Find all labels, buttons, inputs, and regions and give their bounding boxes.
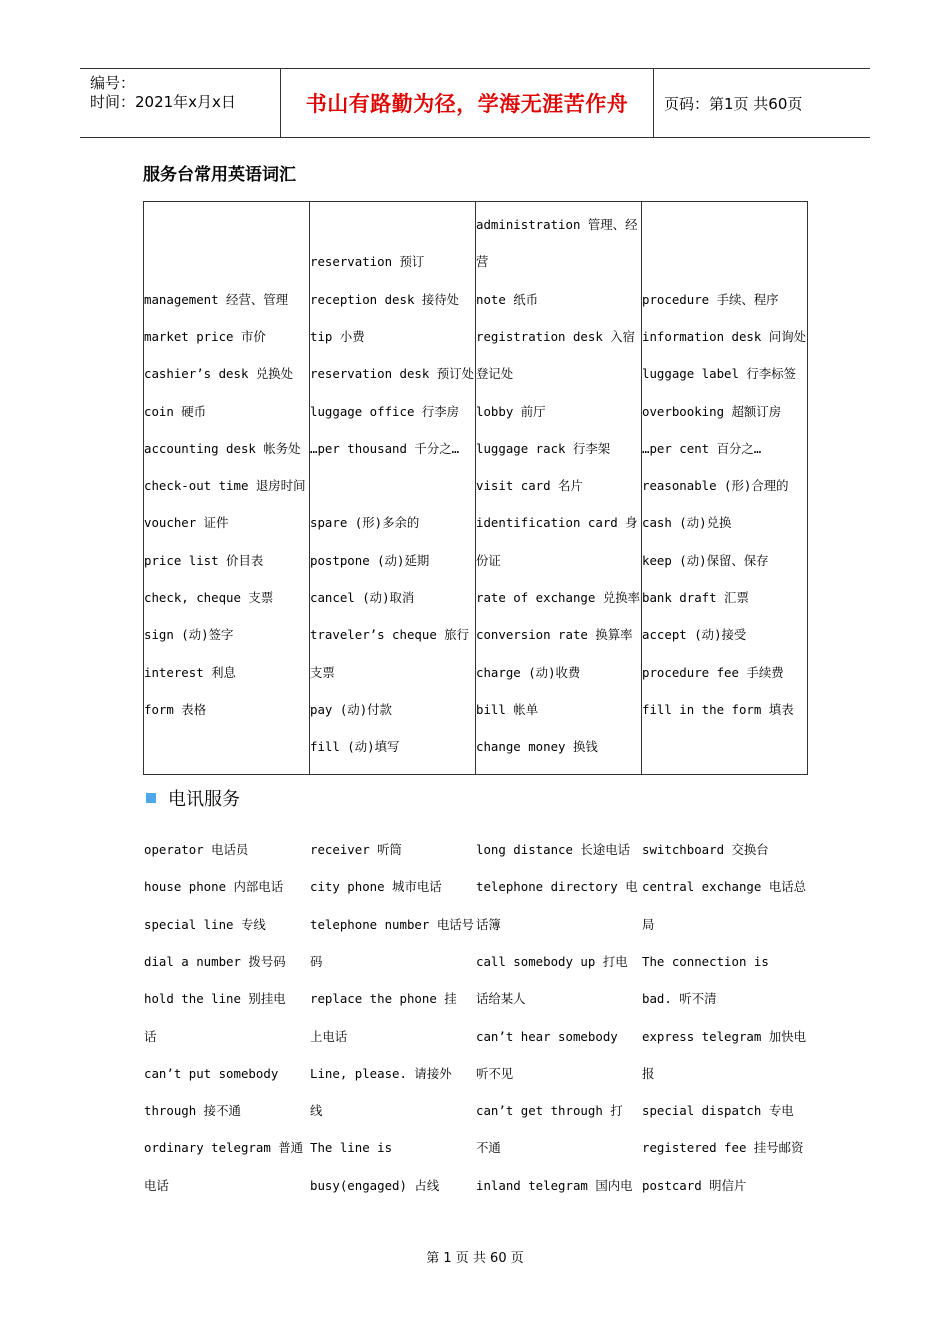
page-header <box>80 68 870 138</box>
vocab-entry: note 纸币 <box>476 291 539 307</box>
vocab-entry: market price 市价 <box>144 328 266 344</box>
telecom-entry: registered fee 挂号邮资 <box>642 1140 804 1156</box>
vocab-entry: 登记处 <box>476 366 514 382</box>
vocab-entry: change money 换钱 <box>476 739 598 755</box>
date-label: 时间：2021年x月x日 <box>90 93 236 111</box>
vocab-entry: bank draft 汇票 <box>642 590 749 605</box>
vocab-entry: voucher 证件 <box>144 515 229 531</box>
vocab-entry: 营 <box>476 254 489 270</box>
telecom-entry: inland telegram 国内电 <box>476 1177 633 1193</box>
vocab-entry: information desk 问询处 <box>642 328 806 344</box>
vocab-entry: price list 价目表 <box>144 552 264 568</box>
telecom-entry: 报 <box>642 1065 655 1081</box>
vocab-entry: luggage rack 行李架 <box>476 440 611 456</box>
vocab-entry: check, cheque 支票 <box>144 590 274 605</box>
telecom-entry: house phone 内部电话 <box>144 879 284 895</box>
vocab-entry: keep (动)保留、保存 <box>642 552 769 568</box>
telecom-entry: can’t hear somebody <box>476 1028 618 1044</box>
section-title: 电讯服务 <box>168 789 240 810</box>
telecom-entry: 电话 <box>144 1177 169 1193</box>
vocab-entry: rate of exchange 兑换率 <box>476 590 640 605</box>
page-info: 页码：第1页 共60页 <box>664 94 803 113</box>
telecom-entry: The connection is <box>642 953 769 969</box>
telecom-entry: express telegram 加快电 <box>642 1028 806 1044</box>
vocab-entry: accept (动)接受 <box>642 627 747 643</box>
vocab-entry: procedure fee 手续费 <box>642 664 784 680</box>
page-footer: 第 1 页 共 60 页 <box>426 1251 524 1266</box>
vocab-entry: overbooking 超额订房 <box>642 403 782 419</box>
document-title: 服务台常用英语词汇 <box>143 165 296 185</box>
telecom-entry: bad. 听不清 <box>642 991 717 1007</box>
vocab-entry: reservation 预订 <box>310 254 425 270</box>
telecom-entry: long distance 长途电话 <box>476 842 630 857</box>
telecom-entry: replace the phone 挂 <box>310 991 457 1007</box>
telecom-entry: telephone directory 电 <box>476 879 638 895</box>
table-column <box>310 202 476 774</box>
telecom-entry: 话给某人 <box>476 991 526 1007</box>
vocab-entry: cash (动)兑换 <box>642 515 732 531</box>
telecom-entry: special dispatch 专电 <box>642 1103 794 1119</box>
section-heading <box>146 785 240 811</box>
vocab-entry: reasonable (形)合理的 <box>642 478 789 494</box>
bullet-square-icon <box>146 793 156 803</box>
table-column <box>476 202 642 774</box>
header-meta <box>80 69 281 137</box>
vocab-entry: reservation desk 预订处 <box>310 366 474 382</box>
telecom-entry: hold the line 别挂电 <box>144 991 286 1007</box>
vocab-entry: pay (动)付款 <box>310 701 392 717</box>
vocab-entry: bill 帐单 <box>476 701 539 717</box>
vocab-entry: visit card 名片 <box>476 478 583 494</box>
telecom-entry: 局 <box>642 916 655 932</box>
vocab-entry: management 经营、管理 <box>144 291 289 307</box>
telecom-entry: through 接不通 <box>144 1103 241 1119</box>
vocabulary-table <box>143 201 808 775</box>
telecom-entry: switchboard 交换台 <box>642 842 769 857</box>
vocab-entry: procedure 手续、程序 <box>642 291 779 307</box>
motto: 书山有路勤为径，学海无涯苦作舟 <box>305 91 629 116</box>
telecom-entry: receiver 听筒 <box>310 842 402 857</box>
vocab-entry: fill (动)填写 <box>310 739 400 755</box>
telecom-entry: ordinary telegram 普通 <box>144 1140 304 1156</box>
telecom-entry: central exchange 电话总 <box>642 879 806 895</box>
code-label: 编号： <box>90 74 136 92</box>
vocab-entry: luggage office 行李房 <box>310 403 460 419</box>
telecom-entry: 不通 <box>476 1140 501 1156</box>
telecom-entry: The line is <box>310 1140 393 1156</box>
telecom-entry: postcard 明信片 <box>642 1177 747 1193</box>
vocab-entry: administration 管理、经 <box>476 217 638 232</box>
vocab-entry: 份证 <box>476 552 501 568</box>
vocab-entry: lobby 前厅 <box>476 403 546 419</box>
telecom-entry: operator 电话员 <box>144 842 249 857</box>
telecom-entry: busy(engaged) 占线 <box>310 1177 440 1193</box>
vocab-entry: tip 小费 <box>310 328 365 344</box>
table-column <box>642 202 807 774</box>
vocab-entry: cancel (动)取消 <box>310 590 415 605</box>
vocab-entry: reception desk 接待处 <box>310 291 460 307</box>
telecom-entry: dial a number 拨号码 <box>144 953 286 969</box>
vocab-entry: check-out time 退房时间 <box>144 478 306 494</box>
vocab-entry: spare (形)多余的 <box>310 515 420 531</box>
vocab-entry: accounting desk 帐务处 <box>144 440 301 456</box>
vocab-entry: form 表格 <box>144 701 207 717</box>
telecom-entry: city phone 城市电话 <box>310 879 442 895</box>
telecom-entry: can’t get through 打 <box>476 1103 623 1119</box>
telecom-entry: 上电话 <box>310 1028 348 1044</box>
telecom-entry: call somebody up 打电 <box>476 953 628 969</box>
telecom-entry: 话簿 <box>476 916 501 932</box>
vocab-entry: sign (动)签字 <box>144 627 234 643</box>
vocab-entry: …per thousand 千分之… <box>310 440 460 456</box>
table-column <box>144 202 310 774</box>
telecom-entry: 话 <box>144 1028 157 1044</box>
telecom-entry: 听不见 <box>476 1065 514 1081</box>
vocab-entry: coin 硬币 <box>144 403 207 419</box>
vocab-entry: …per cent 百分之… <box>642 440 762 456</box>
telecom-entry: can’t put somebody <box>144 1065 279 1081</box>
vocab-entry: conversion rate 换算率 <box>476 627 633 643</box>
vocab-entry: registration desk 入宿 <box>476 328 636 344</box>
vocab-entry: traveler’s cheque 旅行 <box>310 627 470 643</box>
vocab-entry: 支票 <box>310 664 335 680</box>
telecom-entry: special line 专线 <box>144 916 266 932</box>
vocab-entry: charge (动)收费 <box>476 664 581 680</box>
vocab-entry: interest 利息 <box>144 664 236 680</box>
telecom-entry: Line, please. 请接外 <box>310 1065 452 1081</box>
vocab-entry: fill in the form 填表 <box>642 701 794 717</box>
vocab-entry: identification card 身 <box>476 515 638 531</box>
vocab-entry: postpone (动)延期 <box>310 552 430 568</box>
header-motto-cell <box>281 69 654 137</box>
telecom-entry: telephone number 电话号 <box>310 916 474 932</box>
telecom-entry: 线 <box>310 1103 323 1119</box>
vocab-entry: cashier’s desk 兑换处 <box>144 366 294 382</box>
vocab-entry: luggage label 行李标签 <box>642 366 796 382</box>
telecom-entry: 码 <box>310 953 323 969</box>
